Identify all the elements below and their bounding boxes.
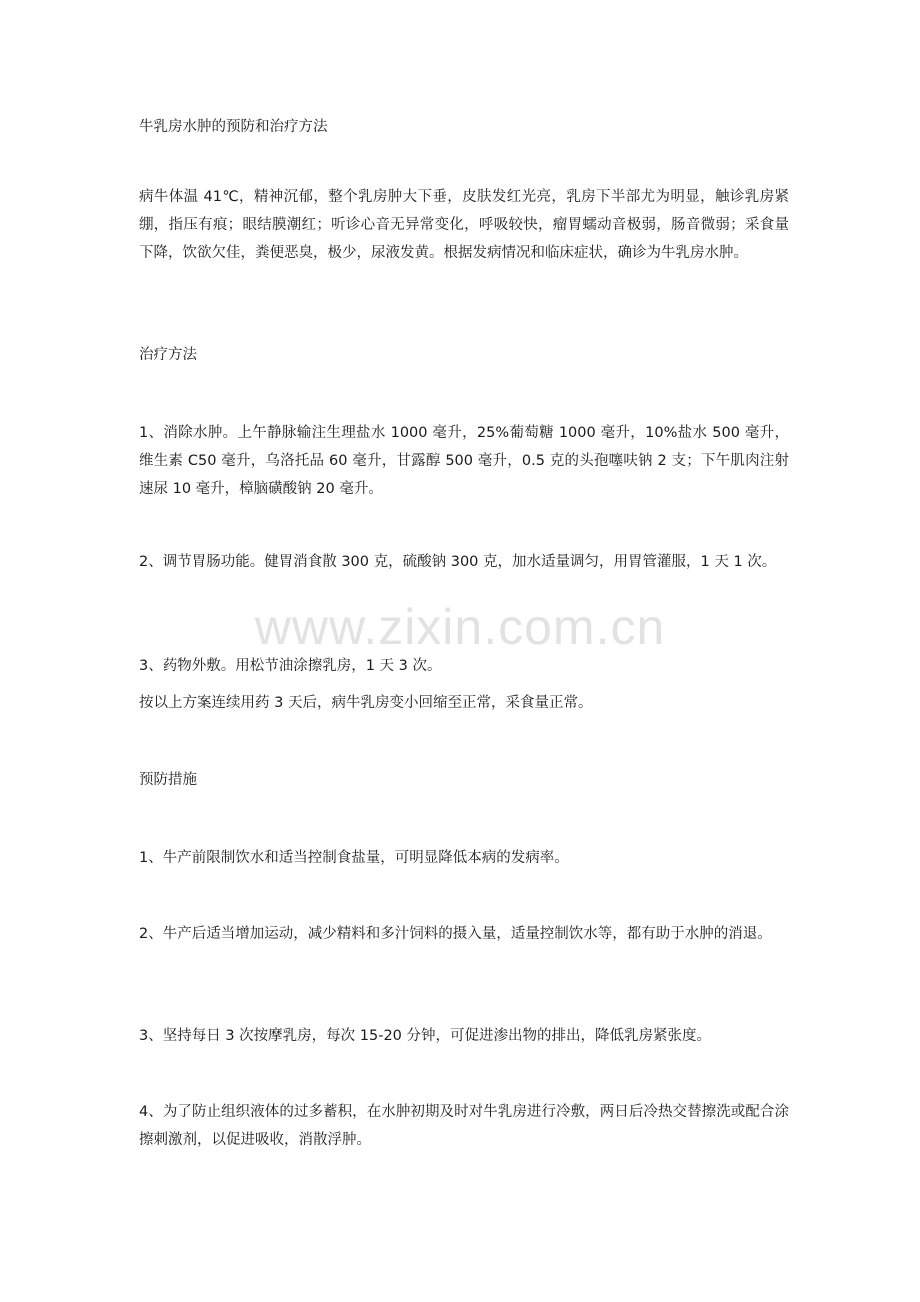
prevention-item-3: 3、坚持每日 3 次按摩乳房，每次 15-20 分钟，可促进渗出物的排出，降低乳房紧张度。 (139, 1028, 712, 1044)
treatment-item-3: 3、药物外敷。用松节油涂擦乳房，1 天 3 次。 (139, 658, 442, 674)
document-title: 牛乳房水肿的预防和治疗方法 (139, 119, 328, 135)
treatment-heading: 治疗方法 (139, 347, 197, 363)
watermark-text: www.zixin.com.cn (254, 599, 666, 655)
diagnosis-paragraph: 病牛体温 41℃，精神沉郁，整个乳房肿大下垂，皮肤发红光亮，乳房下半部尤为明显，触诊乳房紧绷，指压有痕；眼结膜潮红；听诊心音无异常变化，呼吸较快，瘤胃蠕动音极弱，肠音微弱；采食量下降，饮欲欠佳，粪便恶臭，极少，尿液发黄。根据发病情况和临床症状，确诊为牛乳房水肿。 (139, 189, 789, 261)
treatment-item-2: 2、调节胃肠功能。健胃消食散 300 克，硫酸钠 300 克，加水适量调匀，用胃管灌服，1 天 1 次。 (139, 554, 777, 570)
prevention-item-4: 4、为了防止组织液体的过多蓄积，在水肿初期及时对牛乳房进行冷敷，两日后冷热交替擦洗或配合涂擦刺激剂，以促进吸收，消散浮肿。 (139, 1104, 789, 1148)
prevention-item-1: 1、牛产前限制饮水和适当控制食盐量，可明显降低本病的发病率。 (139, 850, 569, 866)
treatment-item-1: 1、消除水肿。上午静脉输注生理盐水 1000 毫升，25%葡萄糖 1000 毫升，10%盐水 500 毫升，维生素 C50 毫升，乌洛托品 60 毫升，甘露醇 500 毫升，0.5 克的头孢噻呋钠 2 支；下午肌肉注射速尿 10 毫升，樟脑磺酸钠 20 毫升。 (139, 425, 789, 497)
prevention-heading: 预防措施 (139, 772, 197, 788)
treatment-result: 按以上方案连续用药 3 天后，病牛乳房变小回缩至正常，采食量正常。 (139, 695, 593, 711)
prevention-item-2: 2、牛产后适当增加运动，减少精料和多汁饲料的摄入量，适量控制饮水等，都有助于水肿的消退。 (139, 926, 772, 942)
